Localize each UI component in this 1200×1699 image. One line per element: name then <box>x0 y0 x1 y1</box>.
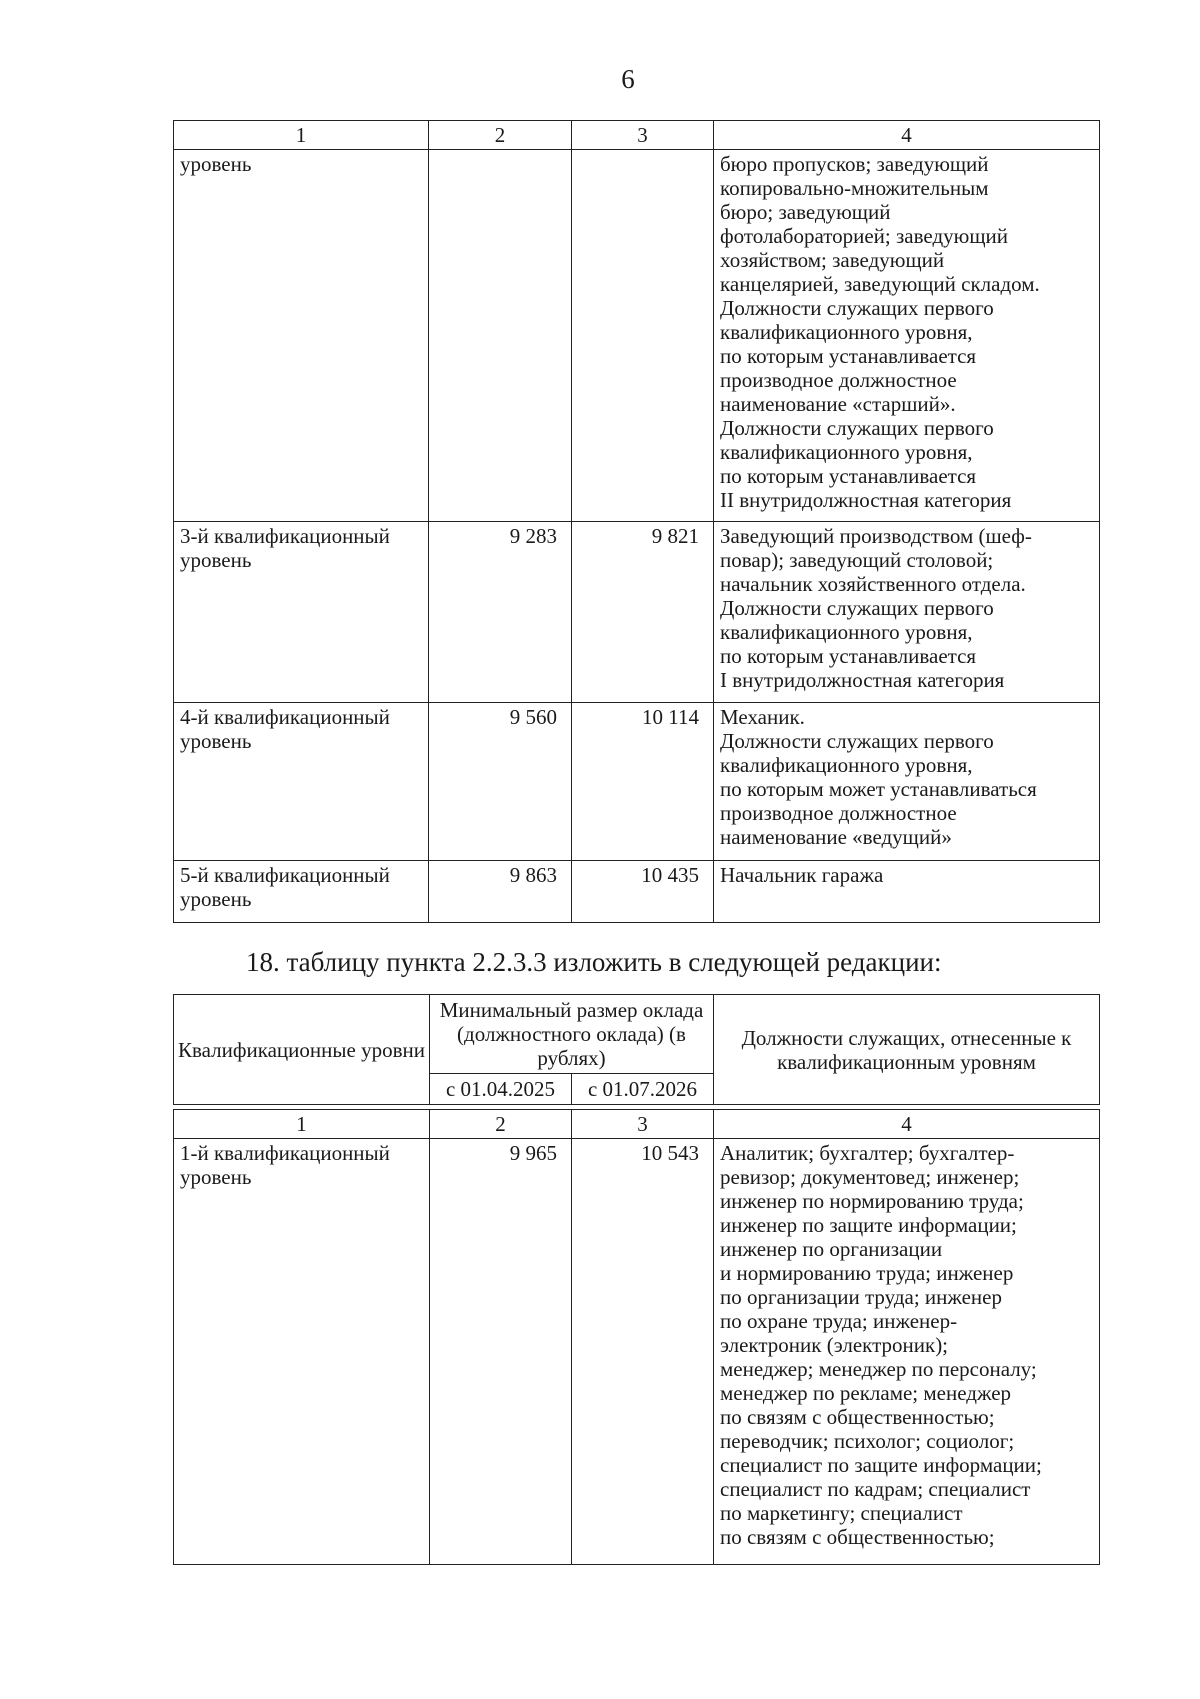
header-positions: Должности служащих, отнесенные к квалификационным уровням <box>714 995 1100 1105</box>
salary-2026-cell <box>572 150 714 522</box>
table-row <box>174 703 1100 861</box>
level-cell: 4-й квалификационный уровень <box>174 703 429 861</box>
level-cell: 5-й квалификационный уровень <box>174 861 429 923</box>
salary-2025-cell: 9 560 <box>429 703 572 861</box>
salary-2026-cell: 10 114 <box>572 703 714 861</box>
header-date-2026: с 01.07.2026 <box>572 1074 714 1105</box>
table-row <box>174 150 1100 522</box>
salary-2025-cell: 9 863 <box>429 861 572 923</box>
column-number: 1 <box>174 1110 430 1139</box>
salary-2025-cell: 9 965 <box>430 1139 572 1565</box>
header-levels: Квалификационные уровни <box>174 995 430 1105</box>
positions-cell: Начальник гаража <box>714 861 1100 923</box>
positions-cell: Механик. Должности служащих первого квалификационного уровня, по которым может устанавливаться производное должностное наименование «ведущий» <box>714 703 1100 861</box>
column-number-row <box>174 121 1100 150</box>
positions-cell: бюро пропусков; заведующий копировально-множительным бюро; заведующий фотолабораторией; заведующий хозяйством; заведующий канцелярией, заведующий складом. Должности служащих первого квалификационного уровня, по которым устанавливается производное должностное наименование «старший». Должности служащих первого квалификационного уровня, по которым устанавливается II внутридолжностная категория <box>714 150 1100 522</box>
level-cell: 3-й квалификационный уровень <box>174 522 429 703</box>
qualification-table-new <box>173 994 1100 1565</box>
column-number: 2 <box>429 121 572 150</box>
column-number: 4 <box>714 1110 1100 1139</box>
page-number: 6 <box>621 64 635 94</box>
column-number: 1 <box>174 121 429 150</box>
level-cell: 1-й квалификационный уровень <box>174 1139 430 1565</box>
header-date-2025: с 01.04.2025 <box>430 1074 572 1105</box>
column-number-row <box>174 1110 1100 1139</box>
positions-cell: Заведующий производством (шеф- повар); заведующий столовой; начальник хозяйственного отдела. Должности служащих первого квалификационного уровня, по которым устанавливается I внутридолжностная категория <box>714 522 1100 703</box>
positions-cell: Аналитик; бухгалтер; бухгалтер- ревизор; документовед; инженер; инженер по нормированию труда; инженер по защите информации; инженер по организации и нормированию труда; инженер по организации труда; инженер по охране труда; инженер- электроник (электроник); менеджер; менеджер по персоналу; менеджер по рекламе; менеджер по связям с общественностью; переводчик; психолог; социолог; специалист по защите информации; специалист по кадрам; специалист по маркетингу; специалист по связям с общественностью; <box>714 1139 1100 1565</box>
salary-2026-cell: 10 435 <box>572 861 714 923</box>
level-cell: уровень <box>174 150 429 522</box>
table-row <box>174 1139 1100 1565</box>
header-row <box>174 995 1100 1074</box>
column-number: 2 <box>430 1110 572 1139</box>
instruction-paragraph: 18. таблицу пункта 2.2.3.3 изложить в следующей редакции: <box>246 947 942 977</box>
qualification-table-continued <box>173 120 1100 923</box>
column-number: 3 <box>572 1110 714 1139</box>
column-number: 4 <box>714 121 1100 150</box>
salary-2025-cell <box>429 150 572 522</box>
table-row <box>174 861 1100 923</box>
salary-2026-cell: 9 821 <box>572 522 714 703</box>
table-row <box>174 522 1100 703</box>
header-salary: Минимальный размер оклада (должностного оклада) (в рублях) <box>430 995 714 1074</box>
salary-2025-cell: 9 283 <box>429 522 572 703</box>
column-number: 3 <box>572 121 714 150</box>
salary-2026-cell: 10 543 <box>572 1139 714 1565</box>
